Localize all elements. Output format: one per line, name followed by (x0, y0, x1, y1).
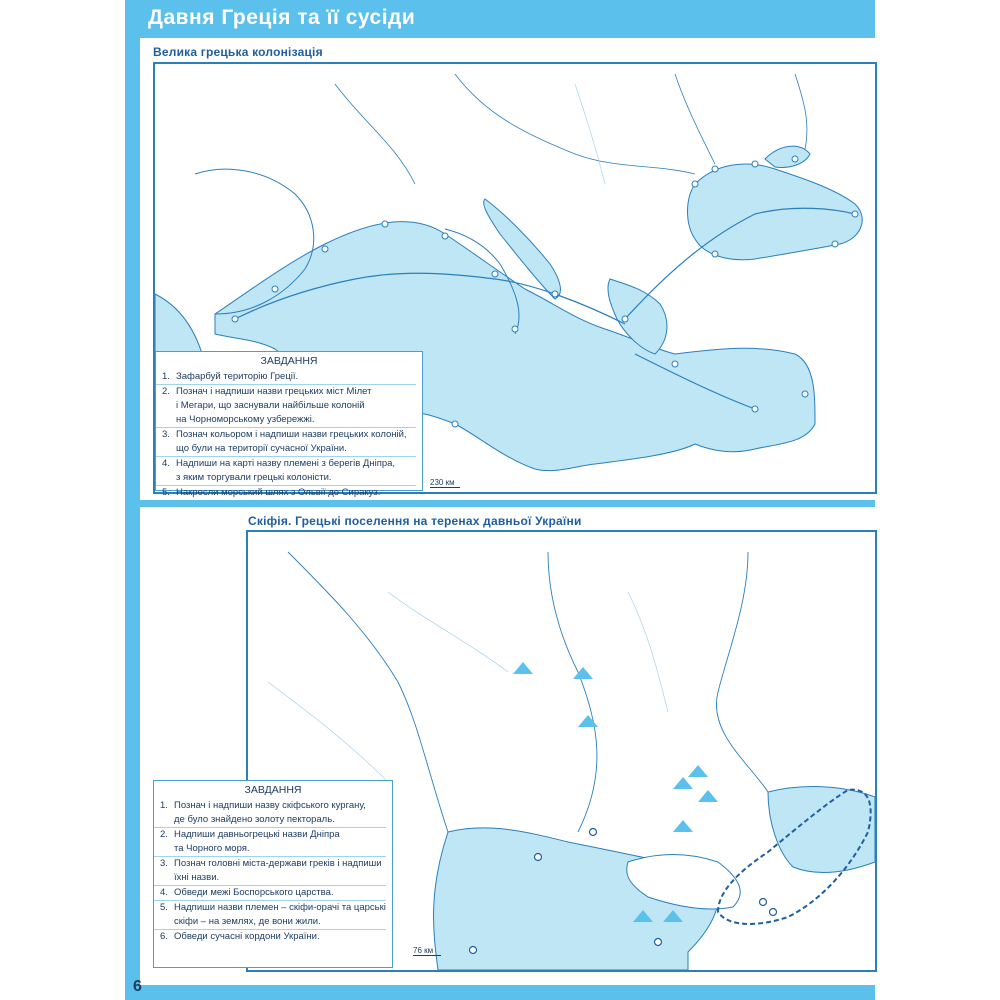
map2-task-2: 2. Надпиши давньогрецькі назви Дніпра та Чорного моря. (154, 828, 386, 857)
river-1 (335, 84, 415, 184)
map1-scale-line (430, 487, 460, 488)
map1-colonization (153, 62, 877, 498)
don-river (795, 74, 807, 149)
map1-task-3: 3. Познач кольором і надпиши назви грецьких колоній, що були на території сучасної України. (156, 428, 416, 457)
dnieper-river (675, 74, 715, 164)
map1-task-4: 4. Надпиши на карті назву племені з берегів Дніпра, з яким торгували грецькі колоністи. (156, 457, 416, 486)
map1-tasks-box (155, 351, 423, 498)
map1-tasks-title: ЗАВДАННЯ (260, 355, 318, 367)
map1-task-5: 5. Накресли морський шлях з Ольвії до Сиракуз. (162, 487, 381, 498)
danube-river (455, 74, 695, 174)
map2-tasks-title: ЗАВДАННЯ (244, 784, 302, 796)
map2-scale-bar (413, 946, 441, 956)
map2-scale-line (413, 955, 441, 956)
river-2 (575, 84, 605, 184)
map1-task-2: 2. Познач і надпиши назви грецьких міст Мілет і Мегари, що заснували найбільше колоній на Чорноморському узбережжі. (156, 385, 416, 428)
azov-sea-2 (768, 787, 875, 873)
page-title: Давня Греція та її сусіди (148, 6, 416, 29)
map2-task-5: 5. Надпиши назви племен – скіфи-орачі та царські скіфи – на землях, де вони жили. (154, 901, 386, 930)
map2-title: Скіфія. Грецькі поселення на теренах давньої України (248, 514, 582, 528)
river-5 (268, 682, 388, 782)
map1-task-1: 1. Зафарбуй територію Греції. (156, 370, 416, 385)
don-river-2 (716, 552, 768, 792)
map2-scale-label: 76 км (413, 946, 434, 955)
map2-task-3: 3. Познач головні міста-держави греків і надпиши їхні назви. (154, 857, 386, 886)
azov-sea (765, 146, 810, 167)
page-number: 6 (133, 978, 142, 995)
map2-scythia (160, 530, 877, 972)
river-4 (628, 592, 668, 712)
map2-task-1: 1. Познач і надпиши назву скіфського кургану, де було знайдено золоту пектораль. (154, 799, 386, 828)
river-3 (388, 592, 508, 672)
dnieper-river-2 (548, 552, 597, 832)
map2-task-6: 6. Обведи сучасні кордони України. (160, 931, 320, 942)
map1-scale-label: 230 км (430, 478, 455, 487)
map2-tasks-box (153, 780, 393, 968)
map2-task-4: 4. Обведи межі Боспорського царства. (154, 886, 386, 901)
map1-scale-bar (430, 478, 460, 488)
map1-title: Велика грецька колонізація (153, 45, 323, 59)
